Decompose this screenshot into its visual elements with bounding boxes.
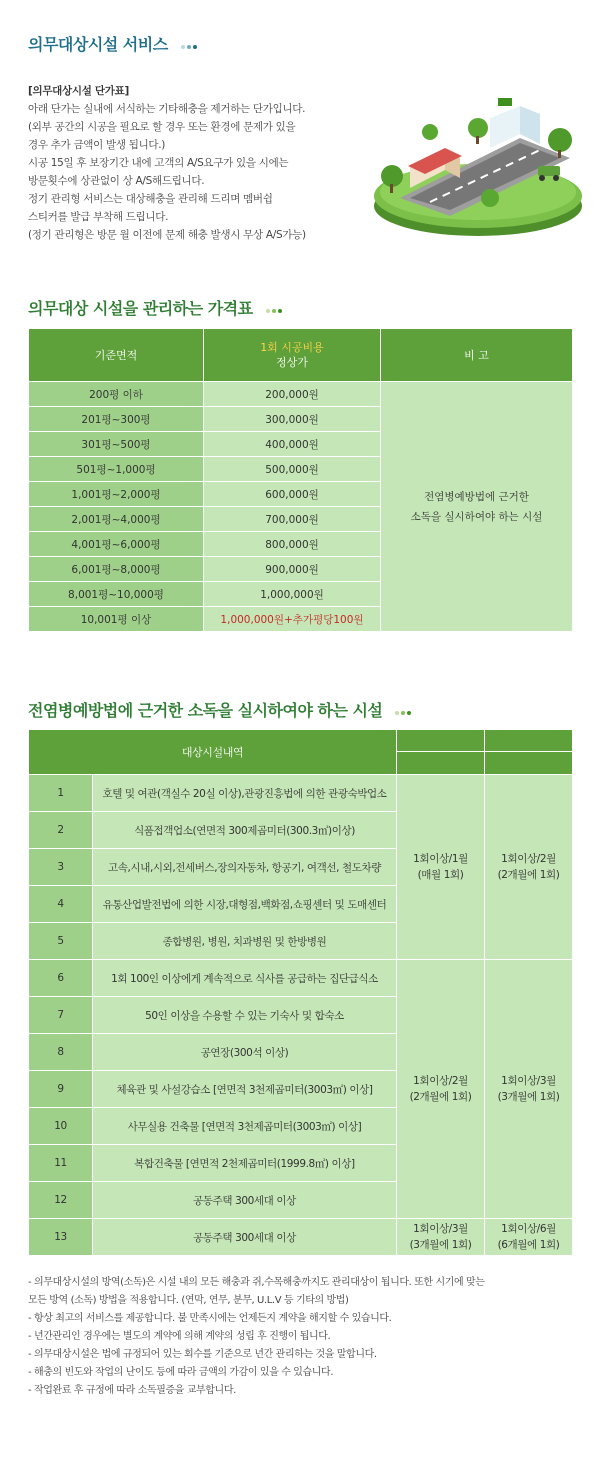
header-area: 기준면적 bbox=[29, 329, 204, 382]
row-number: 5 bbox=[29, 923, 93, 960]
table-row bbox=[29, 775, 573, 812]
title-dots-icon bbox=[395, 702, 413, 721]
title-dots-icon bbox=[181, 36, 199, 55]
area-cell: 4,001평~6,000평 bbox=[29, 532, 204, 557]
facility-name: 체육관 및 사설강습소 [연면적 3천제곱미터(3003㎡) 이상] bbox=[93, 1071, 397, 1108]
header-cost-top: 1회 시공비용 bbox=[260, 341, 324, 354]
cost-cell: 900,000원 bbox=[204, 557, 381, 582]
note-line: - 항상 최고의 서비스를 제공합니다. 불 만족시에는 언제든지 계약을 해지할 수 있습니다. bbox=[28, 1313, 392, 1324]
header-cost-bottom: 정상가 bbox=[276, 356, 308, 369]
section-title-text: 의무대상시설 서비스 bbox=[28, 35, 168, 54]
row-number: 8 bbox=[29, 1034, 93, 1071]
intro-line: 아래 단가는 실내에 서식하는 기타해충을 제거하는 단가입니다. bbox=[28, 103, 306, 115]
section-title-price bbox=[28, 296, 284, 319]
note-line: - 작업완료 후 규정에 따라 소독필증을 교부합니다. bbox=[28, 1385, 236, 1396]
note-line: 소독을 실시하여야 하는 시설 bbox=[410, 510, 543, 523]
cost-cell: 1,000,000원 bbox=[204, 582, 381, 607]
cost-cell: 800,000원 bbox=[204, 532, 381, 557]
facility-table bbox=[28, 729, 573, 1256]
intro-line: 스티커를 발급 부착해 드립니다. bbox=[28, 211, 169, 223]
frequency-line: (6개월에 1회) bbox=[497, 1239, 560, 1251]
row-number: 9 bbox=[29, 1071, 93, 1108]
intro-line: (정기 관리형은 방문 월 이전에 문제 해충 발생시 무상 A/S가능) bbox=[28, 229, 306, 241]
cost-cell: 600,000원 bbox=[204, 482, 381, 507]
facility-name: 복합건축물 [연면적 2천제곱미터(1999.8㎡) 이상] bbox=[93, 1145, 397, 1182]
cost-cell: 200,000원 bbox=[204, 382, 381, 407]
facility-name: 종합병원, 병원, 치과병원 및 한방병원 bbox=[93, 923, 397, 960]
intro-line: 경우 추가 금액이 발생 됩니다.) bbox=[28, 139, 166, 151]
frequency-cell bbox=[397, 775, 485, 960]
facility-name: 50인 이상을 수용할 수 있는 기숙사 및 합숙소 bbox=[93, 997, 397, 1034]
header-cost bbox=[204, 329, 381, 382]
section-title-text: 전염병예방법에 근거한 소독을 실시하여야 하는 시설 bbox=[28, 701, 383, 720]
frequency-line: (3개월에 1회) bbox=[409, 1239, 472, 1251]
section-title-text: 의무대상 시설을 관리하는 가격표 bbox=[28, 299, 253, 318]
frequency-cell bbox=[485, 1219, 573, 1256]
facility-name: 사무실용 건축물 [연면적 3천제곱미터(3003㎡) 이상] bbox=[93, 1108, 397, 1145]
facility-name: 공동주택 300세대 이상 bbox=[93, 1182, 397, 1219]
header-blank bbox=[397, 730, 485, 752]
frequency-line: 1회이상/2월 bbox=[501, 853, 556, 865]
area-cell: 201평~300평 bbox=[29, 407, 204, 432]
frequency-cell bbox=[397, 1219, 485, 1256]
facility-name: 1회 100인 이상에게 계속적으로 식사를 공급하는 집단급식소 bbox=[93, 960, 397, 997]
table-row bbox=[29, 960, 573, 997]
intro-line: 시공 15일 후 보장기간 내에 고객의 A/S요구가 있을 시에는 bbox=[28, 157, 289, 169]
section-title-facilities bbox=[28, 698, 413, 721]
facility-name: 공동주택 300세대 이상 bbox=[93, 1219, 397, 1256]
frequency-line: 1회이상/3월 bbox=[413, 1223, 468, 1235]
frequency-line: 1회이상/2월 bbox=[413, 1075, 468, 1087]
row-number: 11 bbox=[29, 1145, 93, 1182]
cost-cell: 500,000원 bbox=[204, 457, 381, 482]
row-number: 1 bbox=[29, 775, 93, 812]
frequency-cell bbox=[485, 775, 573, 960]
facility-header-row bbox=[29, 730, 573, 752]
frequency-cell bbox=[485, 960, 573, 1219]
frequency-line: 1회이상/1월 bbox=[413, 853, 468, 865]
area-cell: 2,001평~4,000평 bbox=[29, 507, 204, 532]
note-line: - 해충의 빈도와 작업의 난이도 등에 따라 금액의 가감이 있을 수 있습니다. bbox=[28, 1367, 334, 1378]
area-cell: 10,001평 이상 bbox=[29, 607, 204, 632]
table-row bbox=[29, 382, 573, 407]
frequency-line: (2개월에 1회) bbox=[497, 869, 560, 881]
intro-line: 방문횟수에 상관없이 상 A/S해드립니다. bbox=[28, 175, 205, 187]
area-cell: 8,001평~10,000평 bbox=[29, 582, 204, 607]
cost-cell: 300,000원 bbox=[204, 407, 381, 432]
frequency-line: 1회이상/3월 bbox=[501, 1075, 556, 1087]
note-line: - 의무대상시설의 방역(소독)은 시설 내의 모든 해충과 쥐,수목해충까지도 관리대상이 됩니다. 또한 시기에 맞는 bbox=[28, 1277, 485, 1288]
row-number: 12 bbox=[29, 1182, 93, 1219]
frequency-line: (3개월에 1회) bbox=[497, 1091, 560, 1103]
intro-line: 정기 관리형 서비스는 대상해충을 관리해 드리며 멤버쉽 bbox=[28, 193, 273, 205]
header-blank bbox=[397, 752, 485, 775]
intro-text-block bbox=[28, 82, 368, 244]
area-cell: 1,001평~2,000평 bbox=[29, 482, 204, 507]
frequency-cell bbox=[397, 960, 485, 1219]
area-cell: 200평 이하 bbox=[29, 382, 204, 407]
price-header-row bbox=[29, 329, 573, 382]
area-cell: 6,001평~8,000평 bbox=[29, 557, 204, 582]
facility-name: 호텔 및 여관(객실수 20실 이상),관광진흥법에 의한 관광숙박업소 bbox=[93, 775, 397, 812]
area-cell: 501평~1,000평 bbox=[29, 457, 204, 482]
row-number: 6 bbox=[29, 960, 93, 997]
intro-line: (외부 공간의 시공을 필요로 할 경우 또는 환경에 문제가 있을 bbox=[28, 121, 296, 133]
row-number: 2 bbox=[29, 812, 93, 849]
cost-cell: 700,000원 bbox=[204, 507, 381, 532]
title-dots-icon bbox=[266, 300, 284, 319]
frequency-line: (2개월에 1회) bbox=[409, 1091, 472, 1103]
frequency-line: 1회이상/6월 bbox=[501, 1223, 556, 1235]
header-blank bbox=[485, 752, 573, 775]
header-facility: 대상시설내역 bbox=[29, 730, 397, 775]
row-number: 7 bbox=[29, 997, 93, 1034]
intro-heading: [의무대상시설 단가표] bbox=[28, 85, 129, 97]
notes-block bbox=[28, 1274, 578, 1400]
section-title-service bbox=[28, 32, 199, 55]
note-line: - 년간관리인 경우에는 별도의 계약에 의해 계약의 성립 후 진행이 됩니다. bbox=[28, 1331, 331, 1342]
row-number: 13 bbox=[29, 1219, 93, 1256]
cost-cell: 400,000원 bbox=[204, 432, 381, 457]
header-note: 비 고 bbox=[381, 329, 573, 382]
row-number: 3 bbox=[29, 849, 93, 886]
row-number: 4 bbox=[29, 886, 93, 923]
facility-name: 식품접객업소(연면적 300제곱미터(300.3㎡)이상) bbox=[93, 812, 397, 849]
note-line: 전염병예방법에 근거한 bbox=[424, 490, 529, 503]
area-cell: 301평~500평 bbox=[29, 432, 204, 457]
row-number: 10 bbox=[29, 1108, 93, 1145]
price-table bbox=[28, 328, 573, 632]
facility-name: 유통산업발전법에 의한 시장,대형점,백화점,쇼핑센터 및 도매센터 bbox=[93, 886, 397, 923]
city-island-illustration-icon bbox=[370, 88, 585, 238]
cost-cell: 1,000,000원+추가평당100원 bbox=[204, 607, 381, 632]
table-row bbox=[29, 1219, 573, 1256]
note-line: - 의무대상시설은 법에 규정되어 있는 회수를 기준으로 년간 관리하는 것을 말합니다. bbox=[28, 1349, 377, 1360]
note-line: 모든 방역 (소독) 방법을 적용합니다. (연막, 연무, 분무, U.L.V 등 기타의 방법) bbox=[28, 1295, 349, 1306]
header-blank bbox=[485, 730, 573, 752]
facility-name: 공연장(300석 이상) bbox=[93, 1034, 397, 1071]
note-cell bbox=[381, 382, 573, 632]
frequency-line: (매월 1회) bbox=[417, 869, 464, 881]
facility-name: 고속,시내,시외,전세버스,장의자동차, 항공기, 여객선, 철도차량 bbox=[93, 849, 397, 886]
